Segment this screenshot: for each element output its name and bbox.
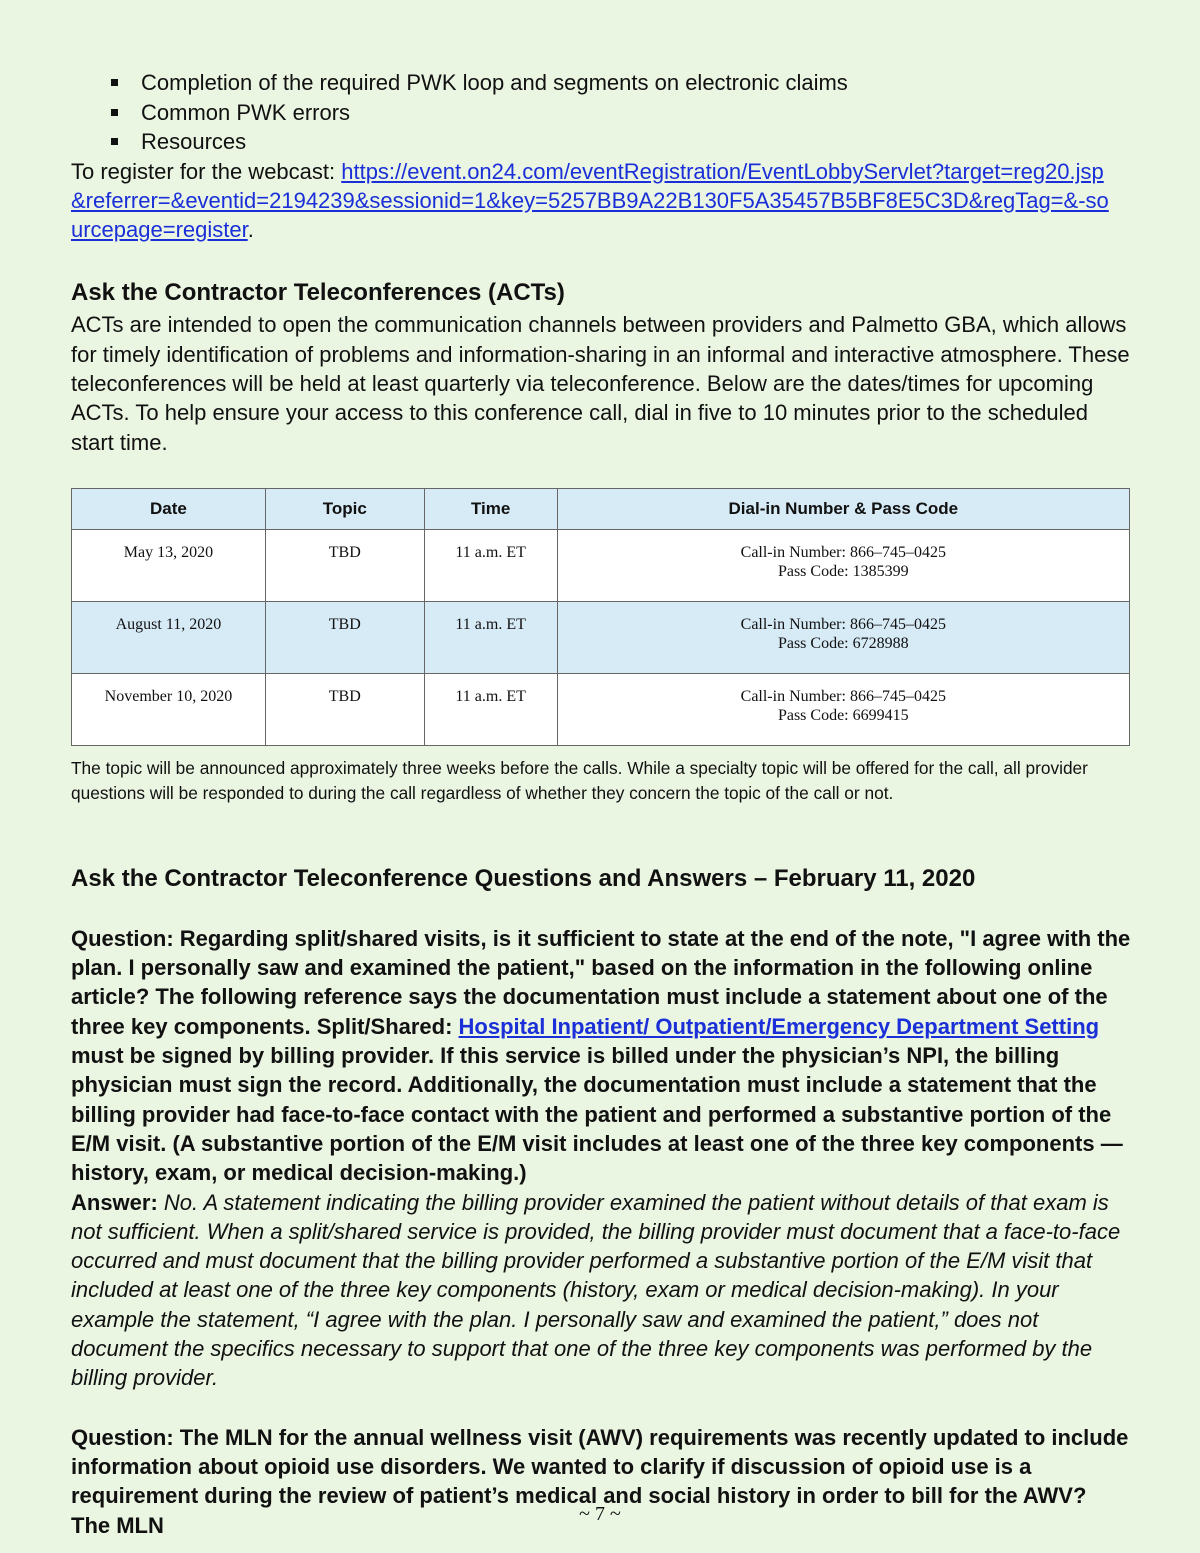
cell-time: 11 a.m. ET: [424, 529, 557, 601]
register-prefix: To register for the webcast:: [71, 158, 342, 184]
call-in-number: Call-in Number: 866–745–0425: [740, 687, 946, 705]
question-1: [71, 924, 1131, 1188]
list-item: Resources: [111, 127, 1131, 157]
qa-heading: Ask the Contractor Teleconference Questions and Answers – February 11, 2020: [71, 864, 976, 892]
webcast-registration-link[interactable]: https://event.on24.com/eventRegistration/EventLobbyServlet?target=reg20.jsp&referrer=&eventid=2194239&sessionid=1&key=5257BB9A22B130F5A35457B5BF8E5C3D&regTag=&-sourcepage=register: [71, 158, 1109, 243]
column-header-topic: Topic: [265, 488, 424, 529]
register-suffix: .: [247, 217, 254, 243]
hospital-setting-link[interactable]: Hospital Inpatient/ Outpatient/Emergency Department Setting: [458, 1013, 1100, 1039]
table-header-row: [72, 488, 1130, 529]
table-row: [72, 601, 1130, 673]
cell-date: August 11, 2020: [72, 601, 266, 673]
cell-date: November 10, 2020: [72, 673, 266, 745]
cell-time: 11 a.m. ET: [424, 601, 557, 673]
cell-topic: TBD: [265, 529, 424, 601]
question-2: Question: The MLN for the annual wellness visit (AWV) requirements was recently updated to include information about opioid use disorders. We wanted to clarify if discussion of opioid use is a requirement during the review of patient’s medical and social history in order to bill for the AWV? The MLN: [71, 1424, 1129, 1538]
call-in-number: Call-in Number: 866–745–0425: [740, 615, 946, 633]
table-row: [72, 529, 1130, 601]
pass-code: Pass Code: 1385399: [777, 562, 909, 580]
cell-topic: TBD: [265, 673, 424, 745]
cell-time: 11 a.m. ET: [424, 673, 557, 745]
table-row: [72, 673, 1130, 745]
page-number: ~ 7 ~: [579, 1503, 621, 1525]
page-content: [71, 68, 1131, 1540]
column-header-dial-in: Dial-in Number & Pass Code: [557, 488, 1129, 529]
pwk-topics-list: [71, 68, 1131, 157]
acts-schedule-table: [71, 488, 1130, 746]
cell-dial-in: [557, 529, 1129, 601]
cell-dial-in: [557, 601, 1129, 673]
cell-topic: TBD: [265, 601, 424, 673]
question-1-text-cont: must be signed by billing provider. If this service is billed under the physician’s NPI, the billing physician must sign the record. Additionally, the documentation must include a statement that the billing provider had face-to-face contact with the patient and performed a substantive portion of the E/M visit. (A substantive portion of the E/M visit includes at least one of the three key components — history, exam, or medical decision-making.): [71, 1043, 1123, 1186]
column-header-date: Date: [72, 488, 266, 529]
acts-heading: Ask the Contractor Teleconferences (ACTs): [71, 279, 565, 307]
cell-dial-in: [557, 673, 1129, 745]
answer-1: [71, 1188, 1131, 1393]
call-in-number: Call-in Number: 866–745–0425: [740, 543, 946, 561]
question-1-text: Question: Regarding split/shared visits, is it sufficient to state at the end of the note, "I agree with the plan. I personally saw and examined the patient," based on the information in the following online article? The following reference says the documentation must include a statement about one of the three key components. Split/Shared:: [71, 925, 1131, 1039]
column-header-time: Time: [424, 488, 557, 529]
pass-code: Pass Code: 6699415: [777, 706, 909, 724]
register-paragraph: [71, 157, 1116, 245]
pass-code: Pass Code: 6728988: [777, 634, 909, 652]
answer-label: Answer:: [71, 1189, 158, 1215]
acts-paragraph: ACTs are intended to open the communication channels between providers and Palmetto GBA, which allows for timely identification of problems and information-sharing in an informal and interactive atmosphere. These teleconferences will be held at least quarterly via teleconference. Below are the dates/times for upcoming ACTs. To help ensure your access to this conference call, dial in five to 10 minutes prior to the scheduled start time.: [71, 312, 1130, 455]
cell-date: May 13, 2020: [72, 529, 266, 601]
list-item: Common PWK errors: [111, 98, 1131, 128]
answer-1-text: No. A statement indicating the billing provider examined the patient without details of that exam is not sufficient. When a split/shared service is provided, the billing provider must document that a face-to-face occurred and must document that the billing provider performed a substantive portion of the E/M visit that included at least one of the three key components (history, exam or medical decision-making). In your example the statement, “I agree with the plan. I personally saw and examined the patient,” does not document the specifics necessary to support that one of the three key components was performed by the billing provider.: [71, 1189, 1121, 1391]
list-item: Completion of the required PWK loop and segments on electronic claims: [111, 68, 1131, 98]
acts-note: The topic will be announced approximately three weeks before the calls. While a specialty topic will be offered for the call, all provider questions will be responded to during the call regardless of whether they concern the topic of the call or not.: [71, 757, 1088, 803]
